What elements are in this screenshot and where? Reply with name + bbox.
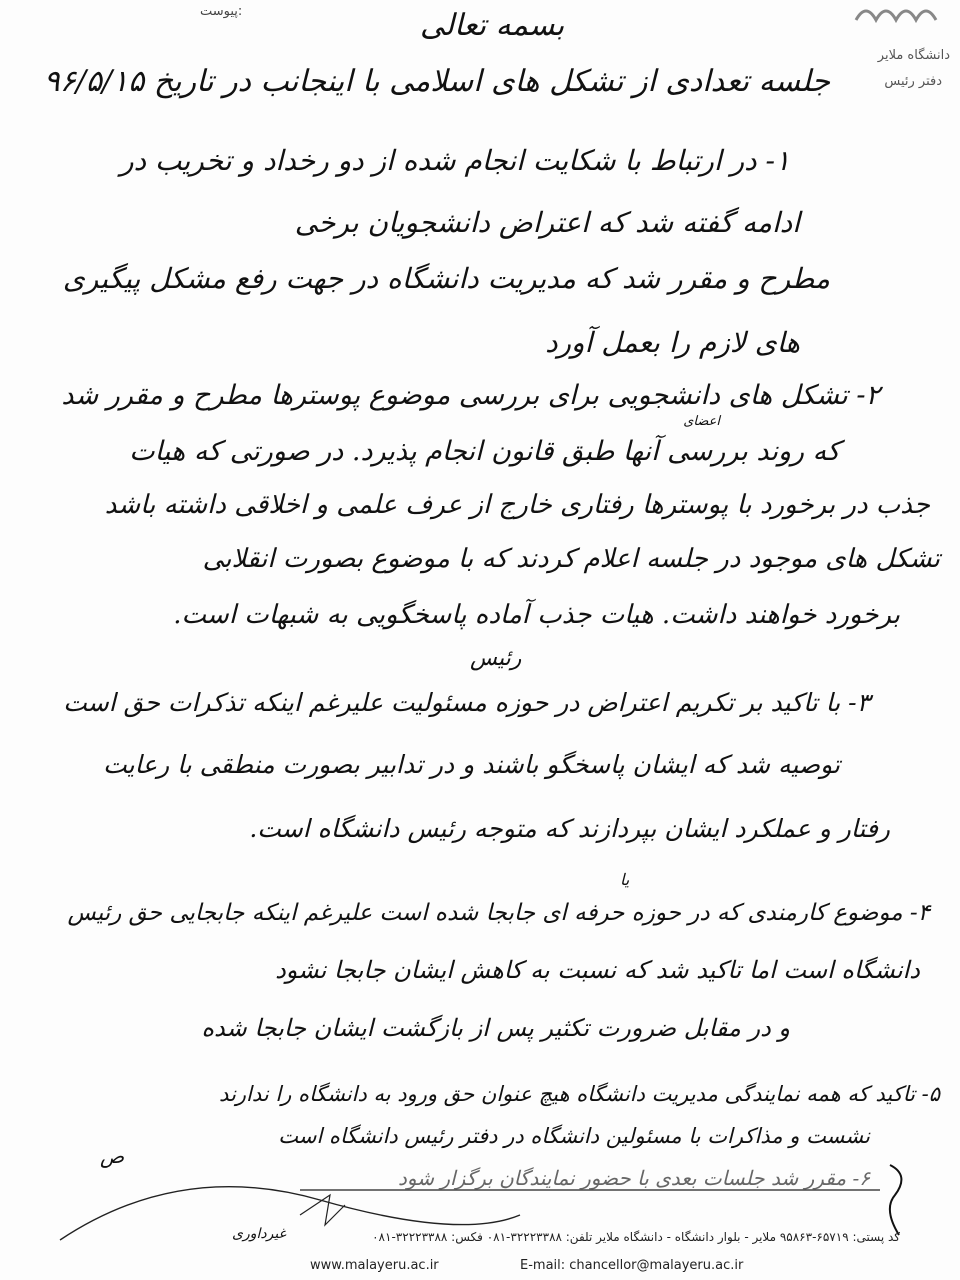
paragraph-1-line: مطرح و مقرر شد که مدیریت دانشگاه در جهت رفع مشکل پیگیری: [62, 262, 830, 295]
paragraph-6-line: ۶- مقرر شد جلسات بعدی با حضور نمایندگان برگزار شود: [398, 1166, 870, 1190]
logo-office-name: دفتر رئیس: [884, 74, 942, 89]
paragraph-1-line: ۱- در ارتباط با شکایت انجام شده از دو رخداد و تخریب در: [120, 144, 790, 177]
paragraph-4-line: ۴- موضوع کارمندی که در حوزه حرفه ای جابجا شده است علیرغم اینکه جابجایی حق رئیس: [67, 900, 930, 926]
paragraph-2-line: ۲- تشکل های دانشجویی برای بررسی موضوع پوسترها مطرح و مقرر شد: [61, 380, 880, 411]
logo-org-name: دانشگاه ملایر: [877, 48, 950, 63]
stamp-name: غیرداوری: [232, 1226, 286, 1242]
paragraph-4-line: دانشگاه است اما تاکید شد که نسبت به کاهش ایشان جابجا نشود: [275, 956, 920, 984]
signature-stroke: [300, 1195, 345, 1225]
paragraph-2-line: جذب در برخورد با پوسترها رفتاری خارج از عرف علمی و اخلاقی داشته باشد: [104, 490, 930, 520]
paragraph-1-line: های لازم را بعمل آورد: [545, 326, 800, 359]
paragraph-3-line: رفتار و عملکرد ایشان بپردازند که متوجه رئیس دانشگاه است.: [249, 814, 890, 843]
paragraph-4-line: و در مقابل ضرورت تکثیر پس از بازگشت ایشان جابجا شده: [201, 1014, 790, 1042]
footer-website[interactable]: www.malayeru.ac.ir: [310, 1258, 439, 1273]
footer-email[interactable]: E-mail: chancellor@malayeru.ac.ir: [520, 1258, 744, 1273]
signature-initials: ص: [100, 1144, 125, 1168]
paragraph-3-line: ۳- با تاکید بر تکریم اعتراض در حوزه مسئولیت علیرغم اینکه تذکرات حق است: [63, 688, 870, 717]
paragraph-2-margin-note: اعضای: [683, 414, 720, 429]
paragraph-5-line: نشست و مذاکرات با مسئولین دانشگاه در دفتر رئیس دانشگاه است: [278, 1124, 870, 1148]
page-title: بسمه تعالی: [420, 8, 565, 43]
paragraph-2-above-note: رئیس: [470, 646, 522, 671]
paragraph-5-line: ۵- تاکید که همه نمایندگی مدیریت دانشگاه هیچ عنوان حق ورود به دانشگاه را ندارند: [219, 1082, 940, 1106]
logo-icon: [836, 0, 956, 40]
footer-address: کد پستی: ۶۵۷۱۹-۹۵۸۶۳ ملایر - بلوار دانشگاه - دانشگاه ملایر تلفن: ۳۲۲۲۳۳۸۸-۰۸۱ فکس: ۳۲۲۲۳۳۸۸-۰۸۱: [372, 1230, 900, 1244]
meeting-subject: جلسه تعدادی از تشکل های اسلامی با اینجانب در تاریخ ۹۶/۵/۱۵: [43, 64, 830, 99]
paragraph-4-above-note: یا: [620, 870, 630, 889]
paragraph-2-line: برخورد خواهند داشت. هیات جذب آماده پاسخگویی به شبهات است.: [173, 600, 900, 630]
page-number-mark: [890, 1165, 902, 1235]
paragraph-2-line: تشکل های موجود در جلسه اعلام کردند که با موضوع بصورت انقلابی: [202, 544, 940, 574]
paragraph-2-line: که روند بررسی آنها طبق قانون انجام پذیرد. در صورتی که هیات: [129, 436, 840, 467]
attachment-label: پیوست:: [200, 4, 243, 19]
paragraph-1-line: ادامه گفته شد که اعتراض دانشجویان برخی: [294, 206, 800, 239]
paragraph-3-line: توصیه شد که ایشان پاسخگو باشند و در تدابیر بصورت منطقی با رعایت: [103, 750, 840, 779]
